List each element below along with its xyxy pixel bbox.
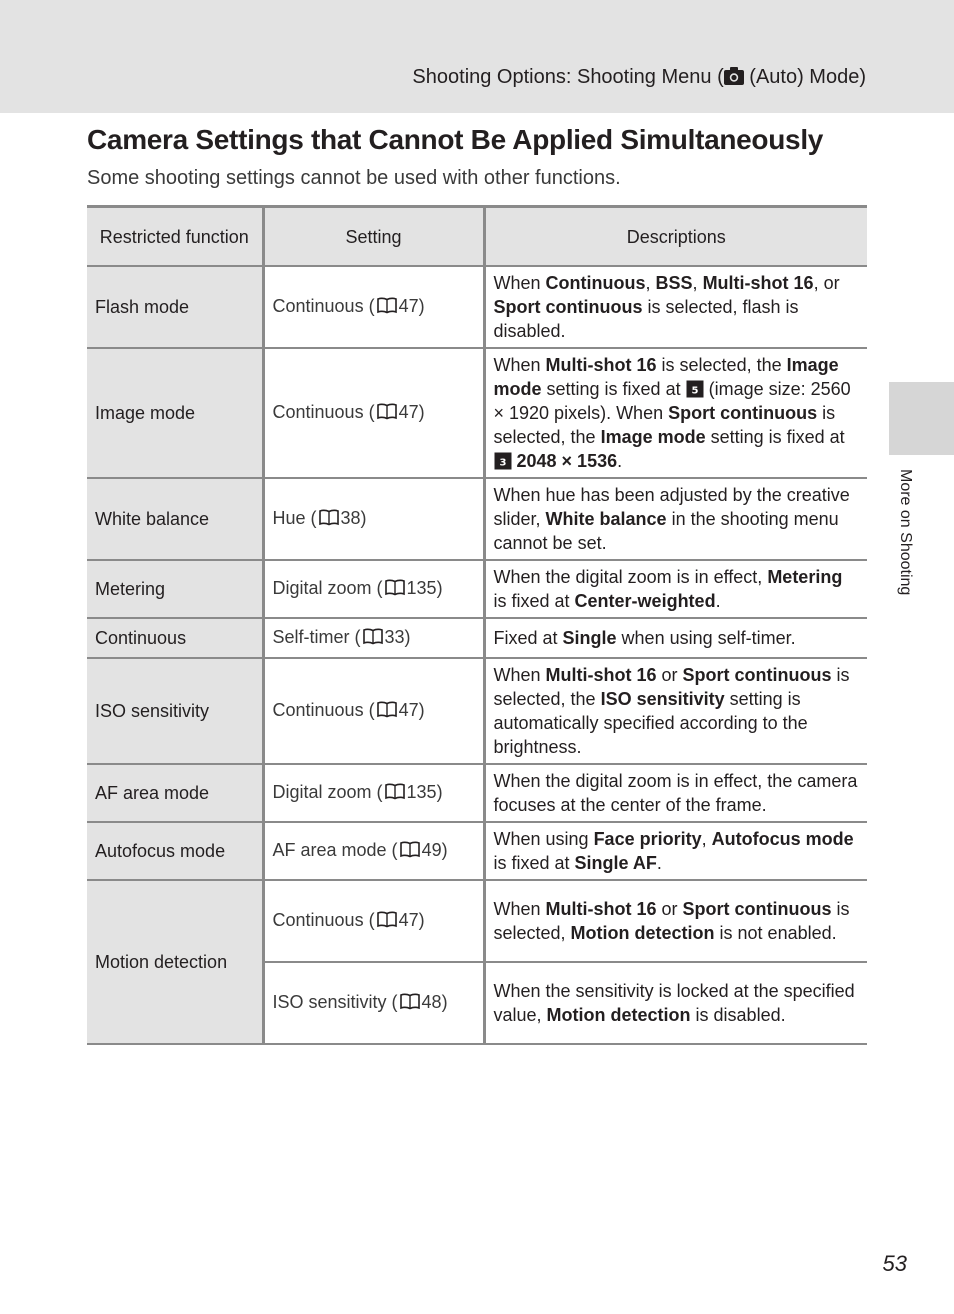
setting-text: AF area mode ( [272,840,398,860]
restricted-function-cell: AF area mode [87,764,263,822]
description-text: , [645,273,656,293]
description-cell [484,962,867,1044]
setting-cell: Continuous ( 47) [263,266,484,348]
description-text: , or [813,273,840,293]
table-row [87,478,867,560]
page-reference[interactable]: 48 [421,992,442,1012]
description-text: When the digital zoom is in effect, [493,567,768,587]
description-emphasis: Motion detection [570,923,715,943]
description-emphasis: Image mode [493,355,839,399]
description-text: or [656,665,683,685]
page-reference-icon [400,992,420,1016]
description-text: or [656,899,683,919]
page-number: 53 [882,1251,907,1276]
description-emphasis: Sport continuous [668,403,818,423]
description-text: When [493,273,546,293]
table-row [87,266,867,348]
5m-icon [686,379,704,399]
description-emphasis: Multi-shot 16 [545,355,657,375]
description-text: is selected, the [656,355,787,375]
page-reference-icon [385,578,405,602]
description-emphasis: Autofocus mode [711,829,854,849]
page-reference[interactable]: 135 [406,578,437,598]
page-reference-icon [319,508,339,532]
description-emphasis: Metering [767,567,843,587]
description-text: When [493,355,546,375]
page-reference[interactable]: 47 [398,700,419,720]
header-descriptions: Descriptions [484,207,867,267]
description-emphasis: Center-weighted [574,591,716,611]
running-head: Shooting Options: Shooting Menu ( (Auto) Mode) [412,66,866,91]
description-cell [484,880,867,962]
description-emphasis: 2048 × 1536 [511,451,618,471]
description-text: When using [493,829,594,849]
setting-text: Continuous ( [272,296,375,316]
description-text: setting is automatically specified according to the brightness. [493,689,808,757]
description-text: , [701,829,712,849]
page-reference-icon [385,782,405,806]
camera-icon [724,67,744,91]
restricted-function-cell: Continuous [87,618,263,658]
description-text: . [617,451,623,471]
description-emphasis: Face priority [593,829,702,849]
3m-icon [494,451,512,471]
restricted-function-cell: ISO sensitivity [87,658,263,764]
page-title: Camera Settings that Cannot Be Applied Simultaneously [87,124,824,155]
description-emphasis: Multi-shot 16 [702,273,814,293]
setting-text: Digital zoom ( [272,578,383,598]
page-reference[interactable]: 49 [421,840,442,860]
page-reference[interactable]: 38 [340,508,361,528]
description-emphasis: Continuous [545,273,646,293]
setting-text: Self-timer ( [272,627,361,647]
description-emphasis: Multi-shot 16 [545,665,657,685]
description-cell [484,764,867,822]
header-restricted-function: Restricted function [87,207,263,267]
side-tab [889,382,954,455]
description-cell [484,822,867,880]
description-cell [484,348,867,478]
description-emphasis: ISO sensitivity [600,689,725,709]
intro-text: Some shooting settings cannot be used with other functions. [87,167,621,189]
setting-text: Continuous ( [272,910,375,930]
setting-cell: Digital zoom ( 135) [263,764,484,822]
table-row [87,822,867,880]
table-row [87,618,867,658]
description-text: When the digital zoom is in effect, the camera focuses at the center of the frame. [493,771,858,815]
restricted-function-cell: Metering [87,560,263,618]
description-cell [484,266,867,348]
page-reference[interactable]: 135 [406,782,437,802]
description-text: . [656,853,662,873]
table-row [87,880,867,962]
description-text: when using self-timer. [616,628,796,648]
page-reference-icon [377,910,397,934]
description-text: is fixed at [493,591,575,611]
setting-text: Continuous ( [272,700,375,720]
table-header-row [87,207,867,267]
table-row [87,560,867,618]
description-emphasis: Single [562,628,617,648]
setting-cell: Digital zoom ( 135) [263,560,484,618]
description-text: When the sensitivity is locked at the specified value, [493,981,855,1025]
description-emphasis: BSS [655,273,693,293]
svg-text:5: 5 [691,385,699,397]
description-cell [484,478,867,560]
side-tab-label: More on Shooting [897,469,914,596]
description-text: Fixed at [493,628,563,648]
description-text: . [715,591,721,611]
description-emphasis: Sport continuous [682,665,832,685]
header-band [0,0,954,113]
table-row [87,348,867,478]
page-reference-icon [400,840,420,864]
setting-cell: Continuous ( 47) [263,348,484,478]
restricted-function-cell: White balance [87,478,263,560]
setting-text: Hue ( [272,508,317,528]
description-cell [484,618,867,658]
header-setting: Setting [263,207,484,267]
setting-cell: Self-timer ( 33) [263,618,484,658]
page-reference[interactable]: 47 [398,402,419,422]
description-cell [484,658,867,764]
page-reference[interactable]: 47 [398,910,419,930]
description-text: is selected, the [493,403,836,447]
page-reference-icon [377,296,397,320]
description-emphasis: Motion detection [546,1005,691,1025]
description-emphasis: Image mode [600,427,706,447]
description-text: When hue has been adjusted by the creative slider, [493,485,850,529]
setting-text: Continuous ( [272,402,375,422]
description-text: in the shooting menu cannot be set. [493,509,839,553]
page-reference-icon [377,402,397,426]
restrictions-table [87,205,867,1045]
page-reference[interactable]: 47 [398,296,419,316]
restricted-function-cell: Image mode [87,348,263,478]
description-emphasis: Multi-shot 16 [545,899,657,919]
setting-text: Digital zoom ( [272,782,383,802]
description-text: is fixed at [493,853,575,873]
page-reference-icon [363,627,383,651]
description-emphasis: White balance [545,509,667,529]
restricted-function-cell: Motion detection [87,880,263,1044]
table-row [87,658,867,764]
setting-cell: Continuous ( 47) [263,658,484,764]
restricted-function-cell: Flash mode [87,266,263,348]
table-body [87,266,867,1044]
description-emphasis: Sport continuous [682,899,832,919]
description-emphasis: Sport continuous [493,297,643,317]
page-reference[interactable]: 33 [384,627,405,647]
setting-cell: Continuous ( 47) [263,880,484,962]
description-emphasis: Single AF [574,853,657,873]
description-text: is not enabled. [714,923,837,943]
description-cell [484,560,867,618]
description-text: is selected, the [493,665,850,709]
page-reference-icon [377,700,397,724]
description-text: , [692,273,703,293]
description-text: setting is fixed at [541,379,686,399]
description-text: is selected, [493,899,850,943]
svg-text:3: 3 [499,457,506,469]
description-text: (image size: 2560 × 1920 pixels). When [493,379,851,423]
setting-cell: ISO sensitivity ( 48) [263,962,484,1044]
setting-cell: AF area mode ( 49) [263,822,484,880]
table-row [87,764,867,822]
description-text: is disabled. [690,1005,786,1025]
description-text: setting is fixed at [705,427,845,447]
description-text: When [493,665,546,685]
setting-cell: Hue ( 38) [263,478,484,560]
setting-text: ISO sensitivity ( [272,992,398,1012]
description-text: is selected, flash is disabled. [493,297,799,341]
description-text: When [493,899,546,919]
restricted-function-cell: Autofocus mode [87,822,263,880]
